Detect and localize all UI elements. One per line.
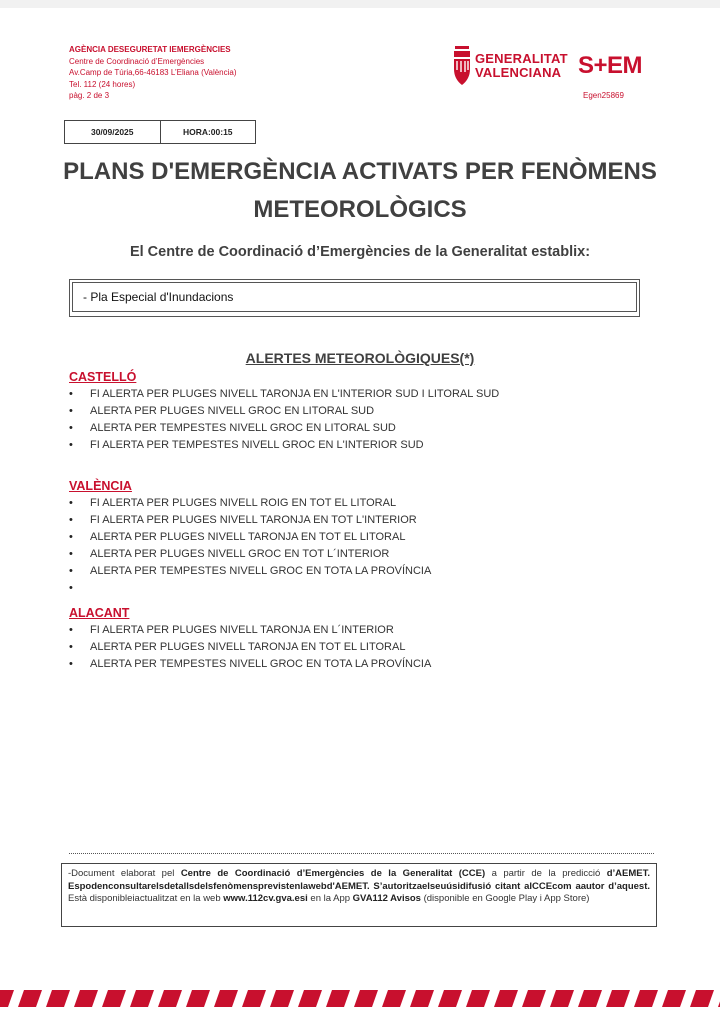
alert-item: • ALERTA PER PLUGES NIVELL GROC EN TOT L´INTERIOR	[69, 546, 431, 563]
sem-logo: S+EM	[578, 52, 643, 79]
stripe-segment	[298, 990, 322, 1007]
stripe-segment	[606, 990, 630, 1007]
agency-centre: Centre de Coordinació d’Emergències	[69, 56, 205, 66]
alert-item: • ALERTA PER TEMPESTES NIVELL GROC EN LITORAL SUD	[69, 420, 499, 437]
alert-item: • FI ALERTA PER PLUGES NIVELL TARONJA EN L´INTERIOR	[69, 622, 431, 639]
region-valencia	[69, 478, 431, 597]
stripe-segment	[74, 990, 98, 1007]
footer-divider	[69, 853, 654, 854]
stripe-segment	[522, 990, 546, 1007]
alert-item	[69, 580, 431, 597]
stripe-segment	[662, 990, 686, 1007]
alerts-heading: ALERTES METEOROLÒGIQUES(*)	[245, 350, 475, 366]
alert-item: • ALERTA PER PLUGES NIVELL TARONJA EN TOT EL LITORAL	[69, 639, 431, 656]
document-code: Egen25869	[583, 91, 624, 100]
agency-address: Av.Camp de Túria,66-46183 L’Eliana (València)	[69, 68, 237, 78]
stripe-segment	[46, 990, 70, 1007]
stripe-segment	[326, 990, 350, 1007]
page-subtitle: El Centre de Coordinació d’Emergències de la Generalitat establix:	[129, 244, 591, 260]
stripe-segment	[410, 990, 434, 1007]
stripe-segment	[550, 990, 574, 1007]
stripe-segment	[18, 990, 42, 1007]
page-number: pàg. 2 de 3	[69, 91, 110, 101]
stripe-segment	[690, 990, 714, 1007]
top-bar	[0, 0, 720, 8]
stripe-segment	[382, 990, 406, 1007]
footer-note: -Document elaborat pel Centre de Coordinació d’Emergències de la Generalitat (CCE) a partir de la predicció d’AEMET. Espodenconsultarelsdetallsdelsfenòmensprevistenlawebd'AEMET. S’autoritzaelseuúsidifusió citant alCCEcom aautor d’aquest. Està disponibleiactualitzat en la web www.112cv.gva.esi en la App GVA112 Avisos (disponible en Google Play i App Store)	[61, 863, 657, 927]
alert-item: • ALERTA PER TEMPESTES NIVELL GROC EN TOTA LA PROVÍNCIA	[69, 563, 431, 580]
region-name: ALACANT	[69, 606, 130, 620]
stripe-segment	[634, 990, 658, 1007]
website-link[interactable]: www.112cv.gva.esi	[223, 893, 308, 905]
alert-item: • FI ALERTA PER PLUGES NIVELL ROIG EN TOT EL LITORAL	[69, 495, 431, 512]
stripe-segment	[130, 990, 154, 1007]
stripe-segment	[466, 990, 490, 1007]
alert-item: • ALERTA PER PLUGES NIVELL TARONJA EN TOT EL LITORAL	[69, 529, 431, 546]
stripe-segment	[354, 990, 378, 1007]
agency-phone: Tel. 112 (24 hores)	[69, 79, 136, 89]
agency-info	[69, 44, 237, 102]
alert-item: • FI ALERTA PER PLUGES NIVELL TARONJA EN L'INTERIOR SUD I LITORAL SUD	[69, 386, 499, 403]
alert-item: • ALERTA PER PLUGES NIVELL GROC EN LITORAL SUD	[69, 403, 499, 420]
stripe-segment	[186, 990, 210, 1007]
stripe-segment	[242, 990, 266, 1007]
stripe-segment	[270, 990, 294, 1007]
issue-date: 30/09/2025	[65, 121, 161, 143]
stripe-segment	[214, 990, 238, 1007]
region-name: CASTELLÓ	[69, 370, 137, 384]
region-alacant	[69, 605, 431, 673]
issue-time: HORA:00:15	[182, 127, 233, 137]
page-title: PLANS D'EMERGÈNCIA ACTIVATS PER FENÒMENS METEOROLÒGICS	[63, 158, 657, 223]
stripe-segment	[102, 990, 126, 1007]
date-time-box	[64, 120, 256, 144]
active-plan-box	[69, 279, 640, 317]
region-name: VALÈNCIA	[69, 479, 132, 493]
generalitat-logo-text: GENERALITAT VALENCIANA	[475, 51, 568, 80]
alert-item: • ALERTA PER TEMPESTES NIVELL GROC EN TOTA LA PROVÍNCIA	[69, 656, 431, 673]
generalitat-shield-icon	[452, 44, 472, 88]
active-plan: - Pla Especial d'Inundacions	[72, 282, 637, 312]
stripe-segment	[0, 990, 14, 1007]
stripe-segment	[578, 990, 602, 1007]
alert-item: • FI ALERTA PER PLUGES NIVELL TARONJA EN TOT L'INTERIOR	[69, 512, 431, 529]
region-castello	[69, 369, 499, 454]
alert-item: • FI ALERTA PER TEMPESTES NIVELL GROC EN L'INTERIOR SUD	[69, 437, 499, 454]
hazard-stripes	[0, 990, 720, 1007]
stripe-segment	[494, 990, 518, 1007]
agency-name: AGÈNCIA DESEGURETAT IEMERGÈNCIES	[69, 45, 231, 54]
stripe-segment	[158, 990, 182, 1007]
stripe-segment	[438, 990, 462, 1007]
